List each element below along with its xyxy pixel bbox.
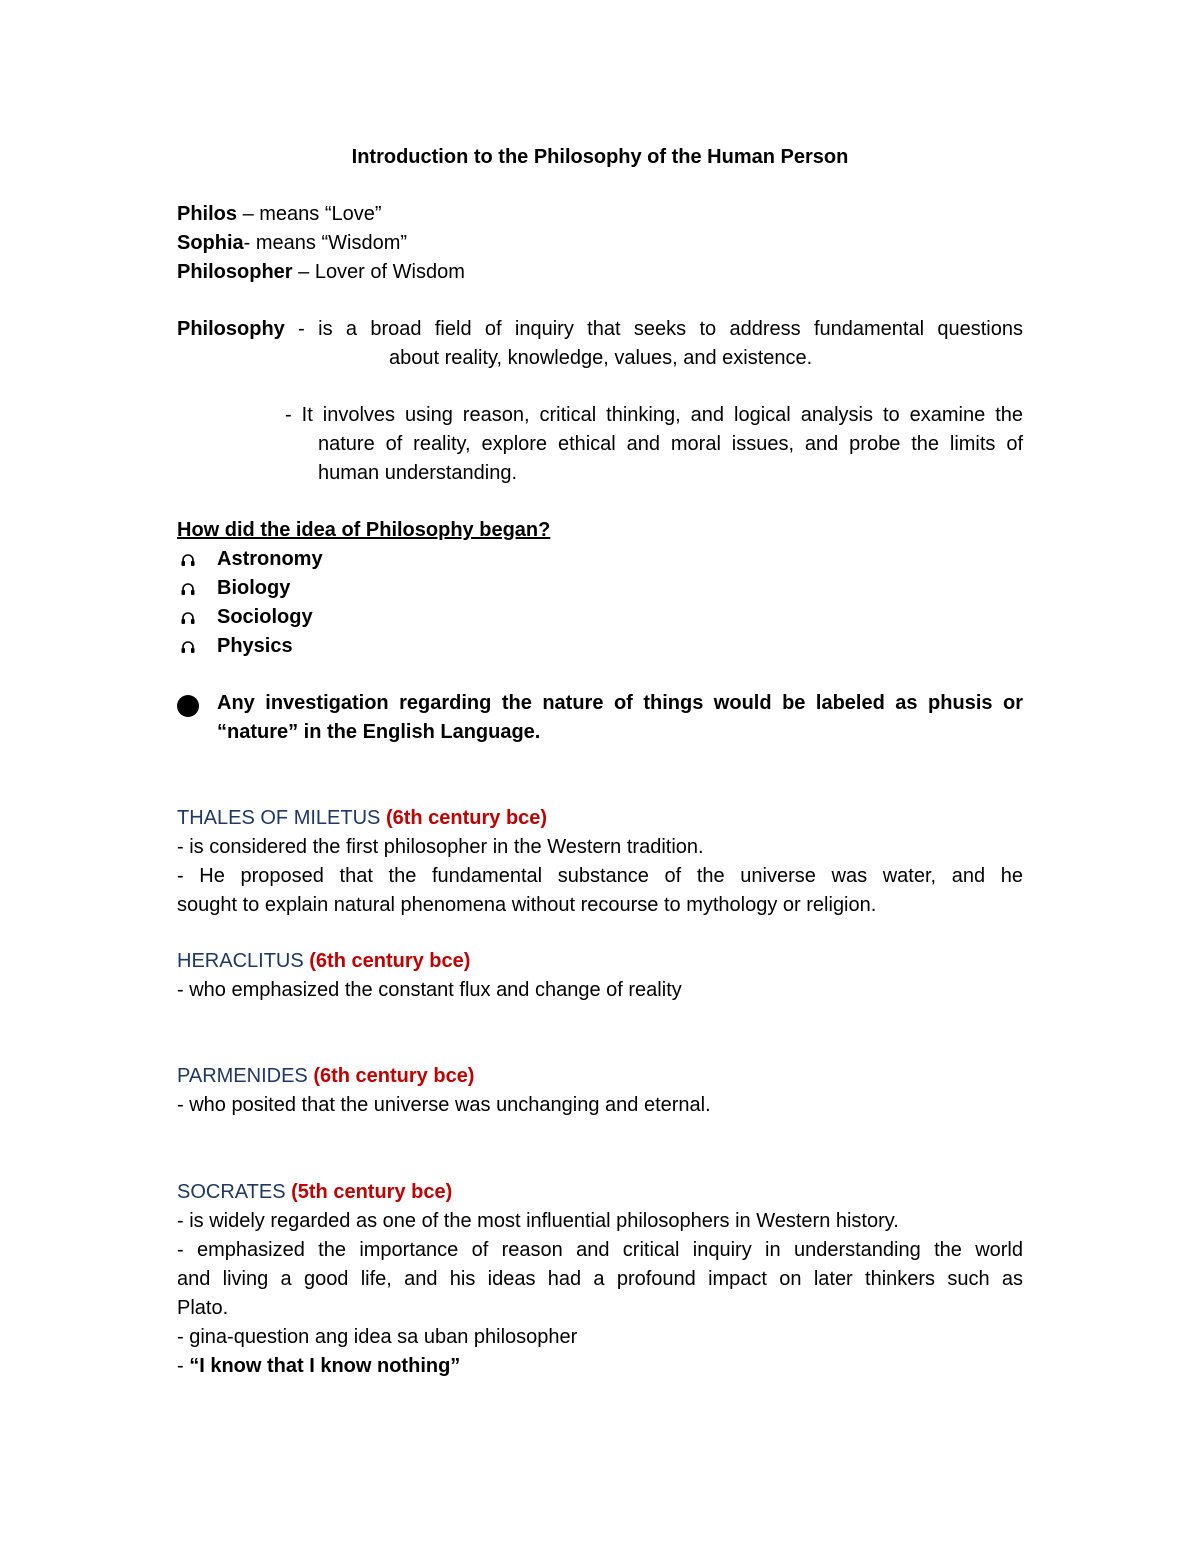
headphones-icon [180,610,196,626]
definition-text: – means “Love” [237,203,382,225]
philosophy-point-line2: nature of reality, explore ethical and moral issues, and probe the limits of [318,433,1023,455]
definition-term: Sophia [177,232,244,254]
headphones-icon [180,581,196,597]
philosopher-line: sought to explain natural phenomena without recourse to mythology or religion. [177,894,877,916]
phusis-note-line1: Any investigation regarding the nature of things would be labeled as phusis or [217,692,1023,714]
definition-sophia [177,229,1023,258]
headphones-icon [180,552,196,568]
philosopher-line: - emphasized the importance of reason and critical inquiry in understanding the world [177,1239,1023,1261]
list-item-label: Astronomy [217,548,323,570]
philosopher-line: - who emphasized the constant flux and change of reality [177,979,682,1001]
philosopher-era: (6th century bce) [385,807,548,829]
philosopher-line: Plato. [177,1297,229,1319]
philosophy-text: - is a broad field of inquiry that seeks to address fundamental questions [284,318,1023,340]
philosophy-term: Philosophy [177,318,285,340]
philosophy-point-line1: - It involves using reason, critical thinking, and logical analysis to examine the [285,404,1023,426]
philosopher-era: (6th century bce) [309,950,471,972]
philosopher-line: - is widely regarded as one of the most influential philosophers in Western history. [177,1210,899,1232]
philosopher-line: - gina-question ang idea sa uban philosopher [177,1326,578,1348]
phusis-note-line2: “nature” in the English Language. [217,721,541,743]
philosophy-definition-line2: about reality, knowledge, values, and existence. [389,347,813,369]
list-item-label: Sociology [217,606,313,628]
philosophy-point-line3: human understanding. [318,462,518,484]
philosopher-line: - He proposed that the fundamental substance of the universe was water, and he [177,865,1023,887]
philosopher-name: THALES OF MILETUS [177,807,381,829]
socrates-quote: “I know that I know nothing” [189,1355,461,1377]
socrates-quote-line [177,1352,1023,1381]
list-item [177,545,1023,574]
definition-philosopher [177,258,1023,287]
philosopher-name: PARMENIDES [177,1065,308,1087]
philosopher-era: (5th century bce) [291,1181,453,1203]
philosopher-name: SOCRATES [177,1181,286,1203]
philosopher-era: (6th century bce) [313,1065,475,1087]
definition-text: - means “Wisdom” [243,232,408,254]
definition-term: Philosopher [177,261,293,283]
page-title: Introduction to the Philosophy of the Human Person [351,146,849,168]
philosopher-heading-heraclitus [177,947,1023,976]
list-item [177,603,1023,632]
philosopher-heading-parmenides [177,1062,1023,1091]
list-item-label: Biology [217,577,291,599]
philosopher-line: - who posited that the universe was unchanging and eternal. [177,1094,711,1116]
definition-philos [177,200,1023,229]
origin-heading: How did the idea of Philosophy began? [177,519,551,541]
philosopher-line: and living a good life, and his ideas had a profound impact on later thinkers such as [177,1268,1023,1290]
philosopher-line: - is considered the first philosopher in the Western tradition. [177,836,704,858]
philosopher-heading-socrates [177,1178,1023,1207]
philosopher-heading-thales [177,804,1023,833]
quote-prefix: - [177,1355,190,1377]
definition-text: – Lover of Wisdom [292,261,465,283]
definition-term: Philos [177,203,238,225]
philosophy-definition-line1 [177,315,1023,344]
list-item [177,632,1023,661]
headphones-icon [180,639,196,655]
filled-circle-bullet-icon [177,695,199,717]
philosopher-name: HERACLITUS [177,950,304,972]
list-item-label: Physics [217,635,293,657]
list-item [177,574,1023,603]
